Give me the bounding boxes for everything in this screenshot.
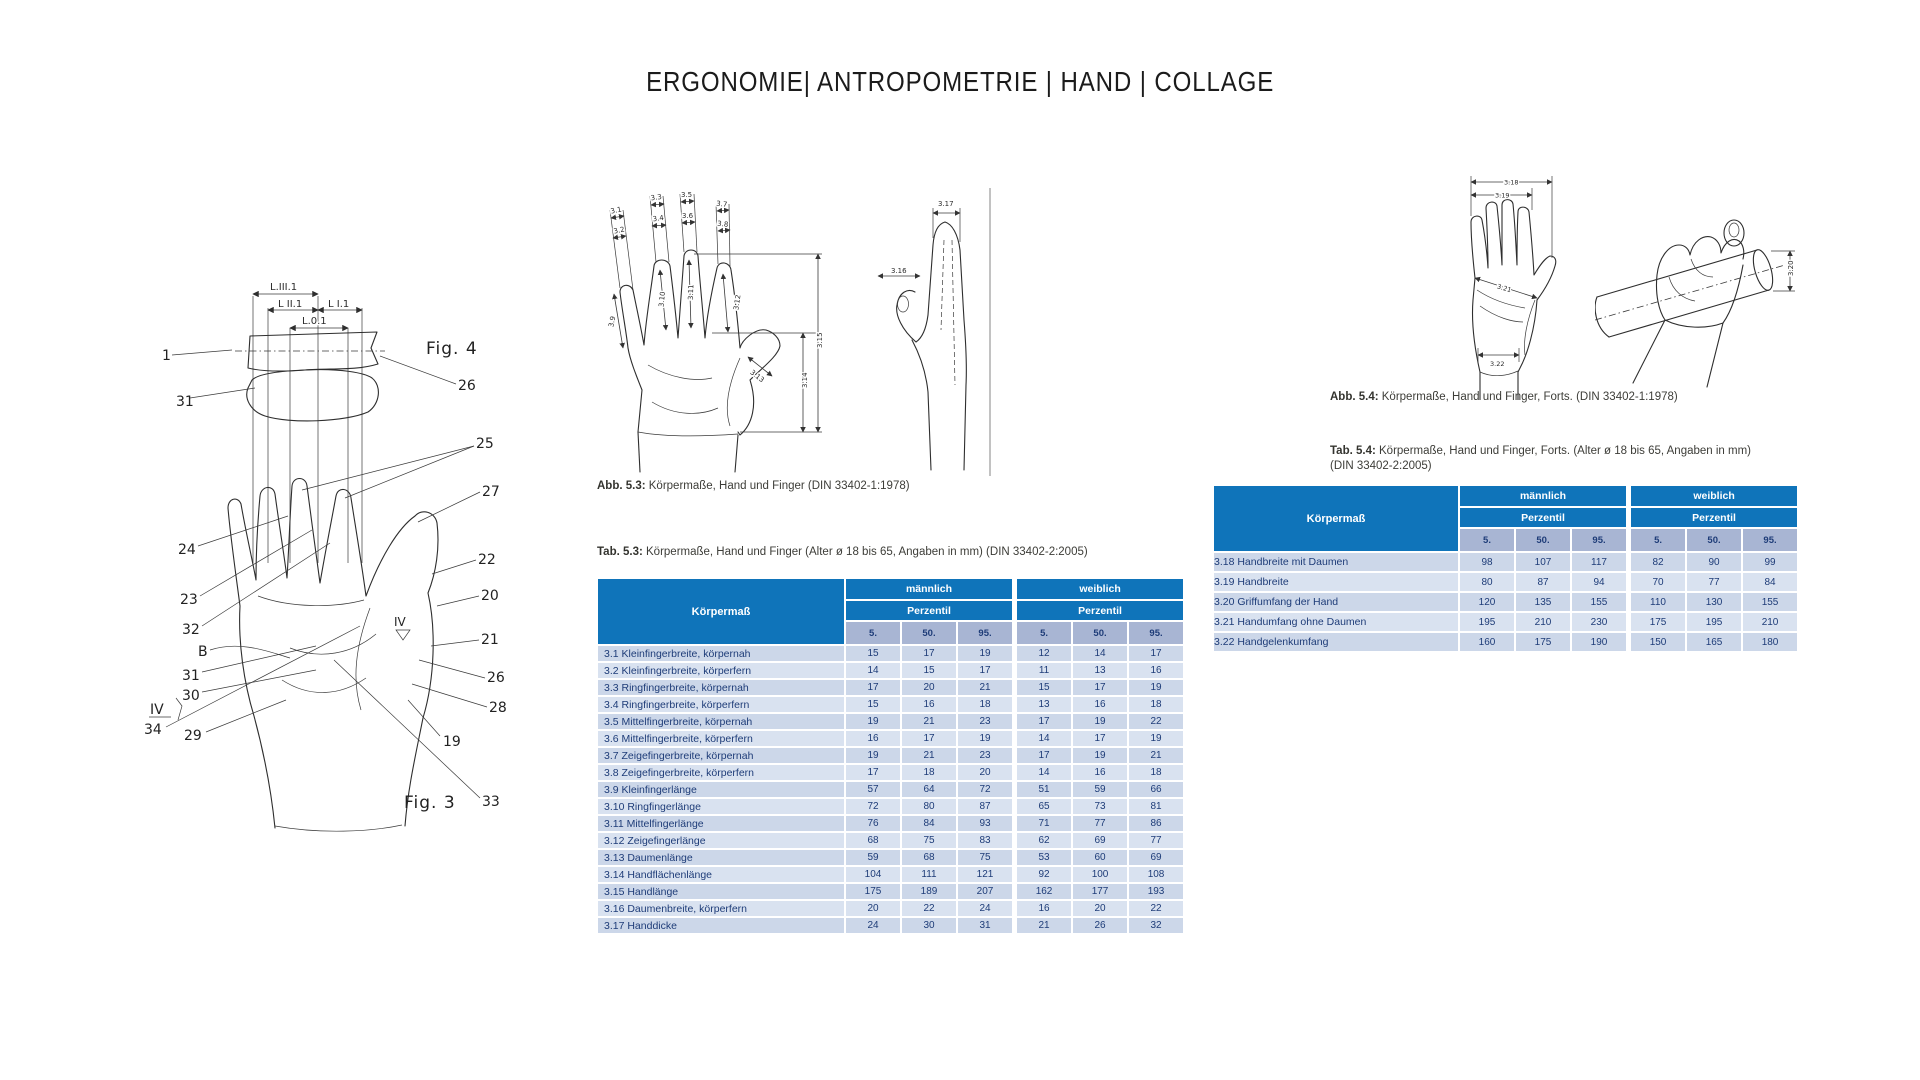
row-value: 66	[1129, 782, 1183, 797]
row-label: 3.18 Handbreite mit Daumen	[1214, 553, 1458, 571]
dim-3-17: 3.17	[938, 200, 954, 208]
palm-hand-sketch	[620, 250, 780, 472]
header-p95-female: 95.	[1129, 622, 1183, 644]
row-value: 165	[1687, 633, 1741, 651]
row-value: 80	[1460, 573, 1514, 591]
fig3-label: Fig. 3	[404, 793, 456, 813]
row-value: 20	[846, 901, 900, 916]
row-value: 16	[846, 731, 900, 746]
row-label: 3.11 Mittelfingerlänge	[598, 816, 844, 831]
row-value: 14	[846, 663, 900, 678]
row-value: 189	[902, 884, 956, 899]
row-value: 57	[846, 782, 900, 797]
dim-3-3: 3.3	[650, 192, 663, 203]
row-value: 19	[846, 714, 900, 729]
dim-3-7: 3.7	[715, 199, 728, 209]
row-value: 18	[902, 765, 956, 780]
dim-3-22: 3.22	[1490, 360, 1505, 368]
page-title-text: ERGONOMIE| ANTROPOMETRIE | HAND | COLLAGE	[645, 66, 1275, 97]
row-label: 3.6 Mittelfingerbreite, körperfern	[598, 731, 844, 746]
row-value: 87	[1516, 573, 1570, 591]
row-value: 77	[1073, 816, 1127, 831]
row-value: 68	[846, 833, 900, 848]
row-value: 108	[1129, 867, 1183, 882]
row-value: 16	[902, 697, 956, 712]
row-value: 59	[846, 850, 900, 865]
row-value: 60	[1073, 850, 1127, 865]
fig3-callout-33: 33	[482, 794, 500, 810]
header-p50-male: 50.	[1516, 529, 1570, 551]
row-value: 32	[1129, 918, 1183, 933]
row-value: 99	[1743, 553, 1797, 571]
row-value: 175	[1628, 613, 1685, 631]
dim-3-15: 3.15	[816, 332, 824, 348]
header-perzentil-female: Perzentil	[1628, 508, 1797, 527]
dim-3-20: 3.20	[1787, 260, 1795, 276]
grip-figure	[1595, 215, 1810, 400]
row-value: 71	[1014, 816, 1071, 831]
row-value: 175	[846, 884, 900, 899]
row-value: 16	[1073, 697, 1127, 712]
palm-dims	[1471, 176, 1552, 368]
dim-3-6: 3.6	[682, 212, 694, 220]
header-perzentil-female: Perzentil	[1014, 601, 1183, 620]
fig3-callout-31: 31	[182, 668, 200, 684]
row-value: 87	[958, 799, 1012, 814]
fig3-callout-29: 29	[184, 728, 202, 744]
fig3-callout-22: 22	[478, 552, 496, 568]
row-value: 20	[902, 680, 956, 695]
fig3-inner-iv-label: IV	[394, 615, 406, 629]
row-value: 17	[902, 731, 956, 746]
table-row	[598, 816, 1183, 831]
row-value: 15	[902, 663, 956, 678]
fig3-callout-21: 21	[481, 632, 499, 648]
row-label: 3.3 Ringfingerbreite, körpernah	[598, 680, 844, 695]
row-value: 104	[846, 867, 900, 882]
caption-tab54-line1	[1330, 444, 1810, 459]
row-value: 65	[1014, 799, 1071, 814]
fig3-callout-32: 32	[182, 622, 200, 638]
hand-measure-figure	[590, 180, 1010, 480]
row-value: 84	[1743, 573, 1797, 591]
fig3-callout-30: 30	[182, 688, 200, 704]
row-label: 3.16 Daumenbreite, körperfern	[598, 901, 844, 916]
header-p95-male: 95.	[958, 622, 1012, 644]
fig3-callout-26: 26	[487, 670, 505, 686]
row-value: 162	[1014, 884, 1071, 899]
row-value: 22	[1129, 714, 1183, 729]
table-row	[598, 901, 1183, 916]
table-row	[598, 748, 1183, 763]
row-value: 19	[1073, 714, 1127, 729]
row-value: 72	[846, 799, 900, 814]
grip-hand-sketch	[1633, 220, 1744, 387]
header-weiblich: weiblich	[1628, 486, 1797, 506]
row-value: 19	[1129, 731, 1183, 746]
dim-3-18: 3.18	[1504, 178, 1519, 187]
row-value: 17	[1073, 731, 1127, 746]
fig3-callout-27: 27	[482, 484, 500, 500]
caption-abb54	[1330, 390, 1800, 405]
row-value: 11	[1014, 663, 1071, 678]
table-row	[1214, 593, 1797, 611]
cylinder-sketch	[1595, 248, 1785, 337]
row-value: 210	[1743, 613, 1797, 631]
row-value: 90	[1687, 553, 1741, 571]
table-row	[598, 714, 1183, 729]
row-value: 19	[958, 646, 1012, 661]
row-value: 86	[1129, 816, 1183, 831]
row-value: 21	[902, 748, 956, 763]
caption-tab54	[1330, 444, 1810, 474]
side-view-hand-sketch	[878, 200, 966, 470]
row-value: 155	[1572, 593, 1626, 611]
header-weiblich: weiblich	[1014, 579, 1183, 599]
row-value: 150	[1628, 633, 1685, 651]
row-label: 3.17 Handdicke	[598, 918, 844, 933]
table-row	[598, 646, 1183, 661]
row-value: 16	[1073, 765, 1127, 780]
row-value: 111	[902, 867, 956, 882]
table-row	[1214, 573, 1797, 591]
row-value: 100	[1073, 867, 1127, 882]
header-koerpermass: Körpermaß	[1214, 486, 1458, 551]
fig4-construction-lines	[253, 296, 362, 563]
row-value: 14	[1014, 765, 1071, 780]
table-row	[598, 663, 1183, 678]
row-value: 80	[902, 799, 956, 814]
fig4-dimension-brackets	[253, 282, 362, 328]
table-row	[1214, 553, 1797, 571]
row-label: 3.19 Handbreite	[1214, 573, 1458, 591]
row-value: 77	[1129, 833, 1183, 848]
row-label: 3.7 Zeigefingerbreite, körpernah	[598, 748, 844, 763]
fig3-callout-25: 25	[476, 436, 494, 452]
dim-3-21: 3.21	[1496, 282, 1513, 295]
row-label: 3.12 Zeigefingerlänge	[598, 833, 844, 848]
header-p50-female: 50.	[1073, 622, 1127, 644]
table-row	[598, 765, 1183, 780]
row-label: 3.5 Mittelfingerbreite, körpernah	[598, 714, 844, 729]
row-value: 83	[958, 833, 1012, 848]
table-tab54-head	[1214, 486, 1797, 551]
fig3-callout-24: 24	[178, 542, 196, 558]
table-row	[598, 918, 1183, 933]
table-row	[598, 782, 1183, 797]
row-value: 12	[1014, 646, 1071, 661]
caption-tab54-line2: (DIN 33402-2:2005)	[1330, 460, 1432, 472]
row-value: 21	[1129, 748, 1183, 763]
dim-label-l3: L.III.1	[270, 282, 298, 293]
caption-abb53-text: Körpermaße, Hand und Finger (DIN 33402-1:1978)	[645, 480, 910, 492]
dim-3-11: 3.11	[686, 284, 696, 301]
dim-3-16: 3.16	[891, 267, 907, 275]
row-value: 31	[958, 918, 1012, 933]
row-value: 94	[1572, 573, 1626, 591]
row-value: 16	[1129, 663, 1183, 678]
fig3-callout-28: 28	[489, 700, 507, 716]
row-value: 21	[1014, 918, 1071, 933]
row-value: 68	[902, 850, 956, 865]
row-value: 19	[958, 731, 1012, 746]
fig3-inner-section-mark	[394, 615, 410, 640]
fig3-callout-iv: IV	[150, 702, 164, 718]
row-label: 3.22 Handgelenkumfang	[1214, 633, 1458, 651]
dim-3-19: 3.19	[1495, 191, 1510, 200]
row-value: 53	[1014, 850, 1071, 865]
header-p5-male: 5.	[846, 622, 900, 644]
row-value: 160	[1460, 633, 1514, 651]
table-row	[598, 697, 1183, 712]
row-value: 20	[1073, 901, 1127, 916]
header-perzentil-male: Perzentil	[1460, 508, 1626, 527]
row-value: 13	[1073, 663, 1127, 678]
row-value: 72	[958, 782, 1012, 797]
caption-abb54-text: Körpermaße, Hand und Finger, Forts. (DIN 33402-1:1978)	[1378, 391, 1678, 403]
fig3-callout-B: B	[198, 644, 208, 660]
dim-3-9: 3.9	[607, 315, 618, 328]
row-value: 230	[1572, 613, 1626, 631]
row-value: 24	[958, 901, 1012, 916]
fig3-callout-19: 19	[443, 734, 461, 750]
row-value: 23	[958, 714, 1012, 729]
row-value: 18	[958, 697, 1012, 712]
row-value: 135	[1516, 593, 1570, 611]
row-value: 17	[1129, 646, 1183, 661]
row-value: 75	[902, 833, 956, 848]
row-value: 19	[1073, 748, 1127, 763]
row-value: 207	[958, 884, 1012, 899]
row-value: 17	[1014, 748, 1071, 763]
row-value: 69	[1129, 850, 1183, 865]
dim-3-13: 3.13	[748, 368, 766, 385]
row-value: 21	[902, 714, 956, 729]
table-row	[598, 799, 1183, 814]
row-value: 193	[1129, 884, 1183, 899]
row-value: 17	[902, 646, 956, 661]
dim-3-1: 3.1	[609, 205, 623, 216]
row-value: 23	[958, 748, 1012, 763]
row-value: 14	[1073, 646, 1127, 661]
row-value: 75	[958, 850, 1012, 865]
row-value: 195	[1687, 613, 1741, 631]
row-value: 195	[1460, 613, 1514, 631]
row-value: 17	[846, 765, 900, 780]
row-value: 17	[1014, 714, 1071, 729]
fig4-cuff-band	[235, 332, 385, 371]
row-value: 51	[1014, 782, 1071, 797]
row-value: 24	[846, 918, 900, 933]
row-value: 19	[1129, 680, 1183, 695]
table-row	[598, 850, 1183, 865]
row-value: 120	[1460, 593, 1514, 611]
header-p50-female: 50.	[1687, 529, 1741, 551]
header-p95-male: 95.	[1572, 529, 1626, 551]
fig4-callout-1: 1	[162, 348, 171, 364]
row-value: 180	[1743, 633, 1797, 651]
row-value: 210	[1516, 613, 1570, 631]
row-value: 22	[1129, 901, 1183, 916]
row-value: 62	[1014, 833, 1071, 848]
row-label: 3.14 Handflächenlänge	[598, 867, 844, 882]
dim-3-5: 3.5	[681, 191, 693, 199]
row-value: 16	[1014, 901, 1071, 916]
row-value: 76	[846, 816, 900, 831]
caption-tab54-text1: Körpermaße, Hand und Finger, Forts. (Alter ø 18 bis 65, Angaben in mm)	[1375, 445, 1752, 457]
hand-length-dims	[694, 254, 824, 432]
table-row	[598, 731, 1183, 746]
row-value: 13	[1014, 697, 1071, 712]
table-row	[1214, 613, 1797, 631]
fig4-callouts	[162, 339, 478, 410]
row-label: 3.8 Zeigefingerbreite, körperfern	[598, 765, 844, 780]
row-value: 26	[1073, 918, 1127, 933]
header-koerpermass: Körpermaß	[598, 579, 844, 644]
dim-3-14: 3.14	[801, 372, 809, 388]
row-value: 18	[1129, 697, 1183, 712]
row-value: 155	[1743, 593, 1797, 611]
header-p5-female: 5.	[1628, 529, 1685, 551]
header-maennlich: männlich	[1460, 486, 1626, 506]
header-p5-male: 5.	[1460, 529, 1514, 551]
row-value: 175	[1516, 633, 1570, 651]
table-row	[1214, 633, 1797, 651]
header-p50-male: 50.	[902, 622, 956, 644]
caption-abb54-prefix: Abb. 5.4:	[1330, 391, 1379, 403]
row-value: 107	[1516, 553, 1570, 571]
row-value: 177	[1073, 884, 1127, 899]
finger-breadth-dims	[610, 191, 730, 290]
row-value: 17	[958, 663, 1012, 678]
finger-length-dims	[607, 260, 772, 384]
dim-3-8: 3.8	[716, 219, 729, 229]
row-value: 22	[902, 901, 956, 916]
row-value: 93	[958, 816, 1012, 831]
page-title	[0, 66, 1920, 98]
row-value: 21	[958, 680, 1012, 695]
table-row	[598, 680, 1183, 695]
table-tab54	[1212, 484, 1799, 653]
row-label: 3.2 Kleinfingerbreite, körperfern	[598, 663, 844, 678]
row-value: 121	[958, 867, 1012, 882]
row-value: 64	[902, 782, 956, 797]
dim-3-2: 3.2	[612, 225, 626, 236]
row-label: 3.15 Handlänge	[598, 884, 844, 899]
row-value: 73	[1073, 799, 1127, 814]
fig3-callout-23: 23	[180, 592, 198, 608]
tab54-body	[1214, 553, 1797, 651]
header-p95-female: 95.	[1743, 529, 1797, 551]
tab53-body	[598, 646, 1183, 933]
row-value: 17	[1073, 680, 1127, 695]
row-value: 15	[846, 697, 900, 712]
dim-label-l0: L.0.1	[302, 316, 327, 327]
row-label: 3.10 Ringfingerlänge	[598, 799, 844, 814]
caption-tab53-text: Körpermaße, Hand und Finger (Alter ø 18 bis 65, Angaben in mm) (DIN 33402-2:2005)	[642, 546, 1088, 558]
row-value: 117	[1572, 553, 1626, 571]
table-tab53	[596, 577, 1185, 935]
dim-label-l1: L I.1	[328, 299, 350, 310]
grip-dims	[1771, 251, 1795, 291]
row-value: 92	[1014, 867, 1071, 882]
caption-tab53-prefix: Tab. 5.3:	[597, 546, 643, 558]
row-value: 190	[1572, 633, 1626, 651]
table-row	[598, 884, 1183, 899]
table-row	[598, 833, 1183, 848]
row-value: 82	[1628, 553, 1685, 571]
patent-hand-figure	[140, 228, 560, 848]
fig4-label: Fig. 4	[426, 339, 478, 359]
fig3-callout-34: 34	[144, 722, 162, 738]
row-value: 15	[846, 646, 900, 661]
caption-abb53-prefix: Abb. 5.3:	[597, 480, 646, 492]
row-value: 18	[1129, 765, 1183, 780]
row-value: 77	[1687, 573, 1741, 591]
fig4-callout-26: 26	[458, 378, 476, 394]
row-value: 15	[1014, 680, 1071, 695]
caption-abb53	[597, 479, 1067, 494]
row-label: 3.21 Handumfang ohne Daumen	[1214, 613, 1458, 631]
fig4-callout-31: 31	[176, 394, 194, 410]
row-value: 20	[958, 765, 1012, 780]
row-label: 3.20 Griffumfang der Hand	[1214, 593, 1458, 611]
header-perzentil-male: Perzentil	[846, 601, 1012, 620]
dim-3-4: 3.4	[652, 213, 665, 224]
header-maennlich: männlich	[846, 579, 1012, 599]
dim-3-10: 3.10	[657, 291, 668, 308]
fig4-hatched-section	[247, 370, 379, 421]
row-value: 70	[1628, 573, 1685, 591]
row-value: 98	[1460, 553, 1514, 571]
row-label: 3.1 Kleinfingerbreite, körpernah	[598, 646, 844, 661]
row-label: 3.13 Daumenlänge	[598, 850, 844, 865]
row-value: 130	[1687, 593, 1741, 611]
row-value: 110	[1628, 593, 1685, 611]
fig3-hand-outline	[228, 479, 438, 832]
row-value: 59	[1073, 782, 1127, 797]
row-label: 3.9 Kleinfingerlänge	[598, 782, 844, 797]
row-value: 17	[846, 680, 900, 695]
row-value: 69	[1073, 833, 1127, 848]
table-tab53-head	[598, 579, 1183, 644]
table-row	[598, 867, 1183, 882]
palm-sketch	[1471, 200, 1556, 400]
dim-label-l2: L II.1	[278, 299, 303, 310]
row-value: 30	[902, 918, 956, 933]
caption-tab54-prefix: Tab. 5.4:	[1330, 445, 1376, 457]
dim-3-12: 3.12	[732, 294, 743, 311]
row-label: 3.4 Ringfingerbreite, körperfern	[598, 697, 844, 712]
caption-tab53	[597, 545, 1157, 560]
row-value: 19	[846, 748, 900, 763]
row-value: 84	[902, 816, 956, 831]
row-value: 14	[1014, 731, 1071, 746]
header-p5-female: 5.	[1014, 622, 1071, 644]
row-value: 81	[1129, 799, 1183, 814]
fig3-callout-20: 20	[481, 588, 499, 604]
